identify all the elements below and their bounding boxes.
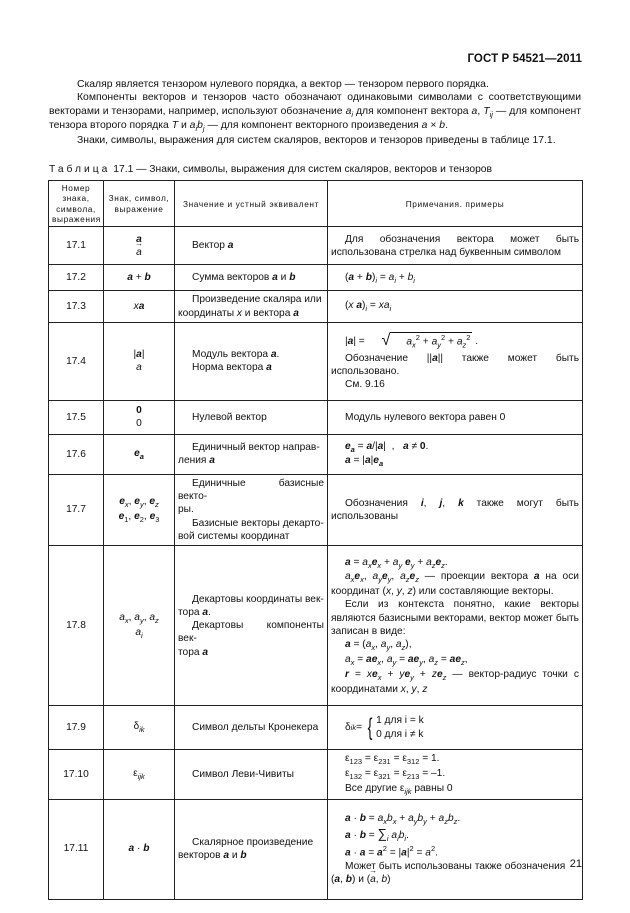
row-meaning: Нулевой вектор [175,400,328,434]
row-symbol: $\delta_{ik}$ [104,706,175,750]
table-row [49,799,583,899]
row-symbol: xa [104,291,175,323]
row-number: 17.11 [49,799,104,899]
row-meaning: Единичный вектор направ- ления a [175,434,328,474]
table-caption-text: 17.1 — Знаки, символы, выражения для систем скаляров, векторов и тензоров [113,164,492,175]
row-meaning: Сумма векторов a и b [175,265,328,291]
row-symbol: 0 0 [104,400,175,434]
row-meaning: Символ дельты Кронекера [175,706,328,750]
row-notes: $a \cdot b = a_xb_x + a_yb_y + a_zb_z$. $a \cdot b = \sum_i$ $a_ib_i$. $a \cdot a = a^2 = |a|^2 = a^2$. Может быть использованы также обозначения (a, b) и (→ a, b) [328,799,583,899]
header-notes: Примечания. примеры [328,181,583,227]
row-number: 17.7 [49,474,104,545]
intro-text [49,78,581,147]
row-symbol: a + b [104,265,175,291]
page-number: 21 [569,858,582,870]
row-symbol: $a_x$, $a_y$, $a_z$ $a_i$ [104,546,175,706]
row-notes: Для обозначения вектора может быть использована стрелка над буквенным символом [328,227,583,265]
row-symbol: |a| a [104,322,175,400]
row-number: 17.6 [49,434,104,474]
header-number: Номер знака, символа, выражения [49,181,104,227]
row-notes: $\varepsilon_{123} = \varepsilon_{231} = \varepsilon_{312} = 1$. $\varepsilon_{132} = \varepsilon_{321} = \varepsilon_{213} = -1$. Все другие $\varepsilon_{ijk}$ равны 0 [328,750,583,799]
row-number: 17.1 [49,227,104,265]
table-row [49,227,583,265]
symbols-table [48,180,583,900]
table-caption [49,163,589,176]
intro-paragraph-2: Компоненты векторов и тензоров часто обозначают одинаковыми символами с соответствующими векторами и тензорами, например, используют обозначение $a_i$ для компонент вектора a, $T_{ij}$ — для компонент тензора второго порядка T и $a_ib_j$ — для компонент векторного произведения a × b. [49,92,582,134]
table-header-row [49,181,583,227]
row-symbol: a → a [104,227,175,265]
row-meaning: Вектор a [175,227,328,265]
row-symbol: a · b [104,799,175,899]
row-number: 17.10 [49,750,104,799]
row-notes: δ ik = { 1 для i = k 0 для i ≠ k [328,706,583,750]
intro-paragraph-3: Знаки, символы, выражения для систем скаляров, векторов и тензоров приведены в таблице 17.1. [77,134,556,146]
row-number: 17.9 [49,706,104,750]
row-notes: Модуль нулевого вектора равен 0 [328,400,583,434]
row-meaning: Единичные базисные векто- ры. Базисные векторы декарто- вой системы координат [175,474,328,545]
row-number: 17.3 [49,291,104,323]
table-caption-word: Таблица [49,164,111,175]
row-notes: $e_a = a/|a|$ , a ≠ 0. $a = |a|e_a$ [328,434,583,474]
table-row [49,546,583,706]
table-row [49,265,583,291]
table-row [49,291,583,323]
table-row [49,750,583,799]
row-meaning: Модуль вектора a. Норма вектора a [175,322,328,400]
header-meaning: Значение и устный эквивалент [175,181,328,227]
row-notes: Обозначения i, j, k также могут быть использованы [328,474,583,545]
row-notes: $(a + b)_i = a_i + b_i$ [328,265,583,291]
row-symbol: $e_a$ [104,434,175,474]
table-row [49,322,583,400]
row-number: 17.5 [49,400,104,434]
row-meaning: Скалярное произведение векторов a и b [175,799,328,899]
row-notes: |a| = √ $a_x^2 + a_y^2 + a_z^2$ . Обозначение ||a|| также может быть использовано. См. 9.16 [328,322,583,400]
intro-paragraph-1: Скаляр является тензором нулевого порядка, а вектор — тензором первого порядка. [77,79,489,90]
row-number: 17.2 [49,265,104,291]
row-meaning: Символ Леви-Чивиты [175,750,328,799]
table-row [49,434,583,474]
row-symbol: $\varepsilon_{ijk}$ [104,750,175,799]
row-symbol: $e_x$, $e_y$, $e_z$ $e_1$, $e_2$, $e_3$ [104,474,175,545]
row-number: 17.8 [49,546,104,706]
table-row [49,474,583,545]
row-notes: (x $a)_i = xa_i$ [328,291,583,323]
row-notes: $a = a_xe_x + a_y$ $e_y + a_ze_z$. $a_xe_x$, $a_ye_y$, $a_ze_z$ — проекции вектора a на оси координат (x, y, z) или составляющие векторы. Если из контекста понятно, какие векторы являются базисными векторами, вектор может быть записан в виде: $a = (a_x$, $a_y$, $a_z$), $a_x = ae_x$, $a_y = ae_y$, $a_z = ae_z$, $r = xe_x + ye_y + ze_z$ — вектор-радиус точки с координатами x, y, z [328,546,583,706]
row-number: 17.4 [49,322,104,400]
row-meaning: Произведение скаляра или координаты x и вектора a [175,291,328,323]
table-row [49,400,583,434]
document-code: ГОСТ Р 54521—2011 [467,53,582,65]
row-meaning: Декартовы координаты век- тора a. Декартовы компоненты век- тора a [175,546,328,706]
header-symbol: Знак, символ, выражение [104,181,175,227]
table-row [49,706,583,750]
